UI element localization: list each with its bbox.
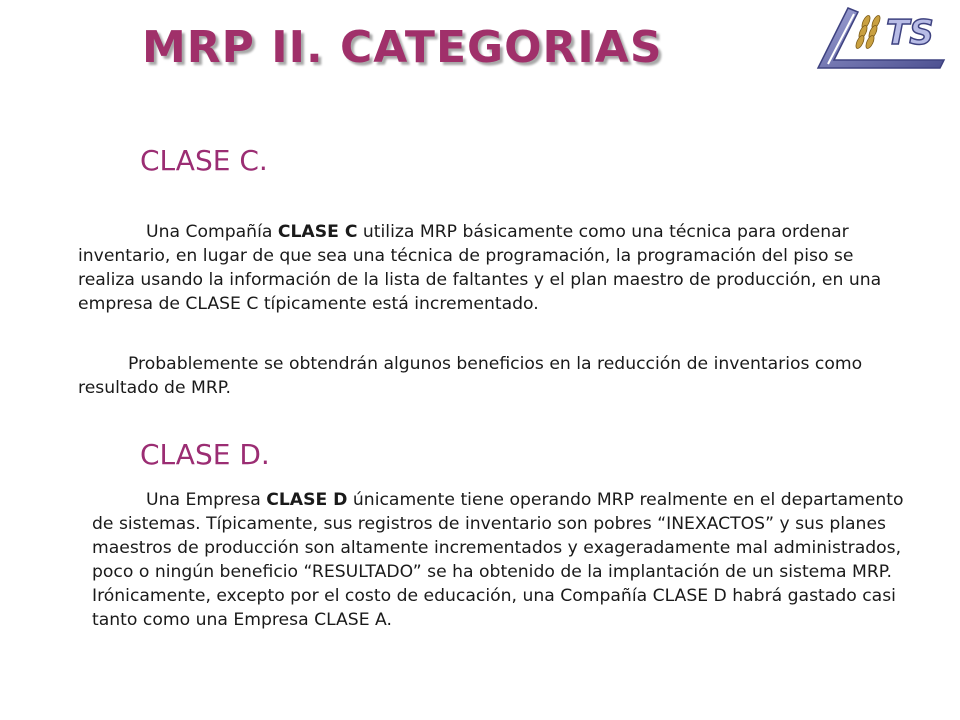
section-d-lead: Una Empresa [146, 490, 267, 510]
section-c-keyword: CLASE C [277, 222, 358, 242]
wheat-logo-icon [808, 4, 948, 74]
page-title: MRP II. CATEGORIAS [142, 22, 663, 73]
section-d-body: únicamente tiene operando MRP realmente en el departamento de sistemas. Típicamente, sus registros de inventario son pobres “INEXACTOS” y sus planes maestros de producción son altamente incrementados y exageradamente mal administrados, poco o ningún beneficio “RESULTADO” se ha obtenido de la implantación de un sistema MRP. Irónicamente, excepto por el costo de educación, una Compañía CLASE D habrá gastado casi tanto como una Empresa CLASE A. [92, 490, 904, 630]
section-d-keyword: CLASE D [266, 490, 348, 510]
section-c-body: utiliza MRP básicamente como una técnica para ordenar inventario, en lugar de que sea una técnica de programación, la programación del piso se realiza usando la información de la lista de faltantes y el plan maestro de producción, en una empresa de CLASE C típicamente está incrementado. [78, 222, 882, 314]
section-c-paragraph-2-text: Probablemente se obtendrán algunos beneficios en la reducción de inventarios como resultado de MRP. [78, 354, 863, 398]
section-c-paragraph-1 [78, 220, 908, 316]
logo-text: TS [886, 13, 934, 53]
section-c-lead: Una Compañía [146, 222, 278, 242]
section-d-paragraph [92, 488, 912, 632]
section-c-paragraph-2 [78, 352, 908, 400]
section-d-heading: CLASE D. [140, 438, 270, 471]
section-c-heading: CLASE C. [140, 144, 268, 177]
